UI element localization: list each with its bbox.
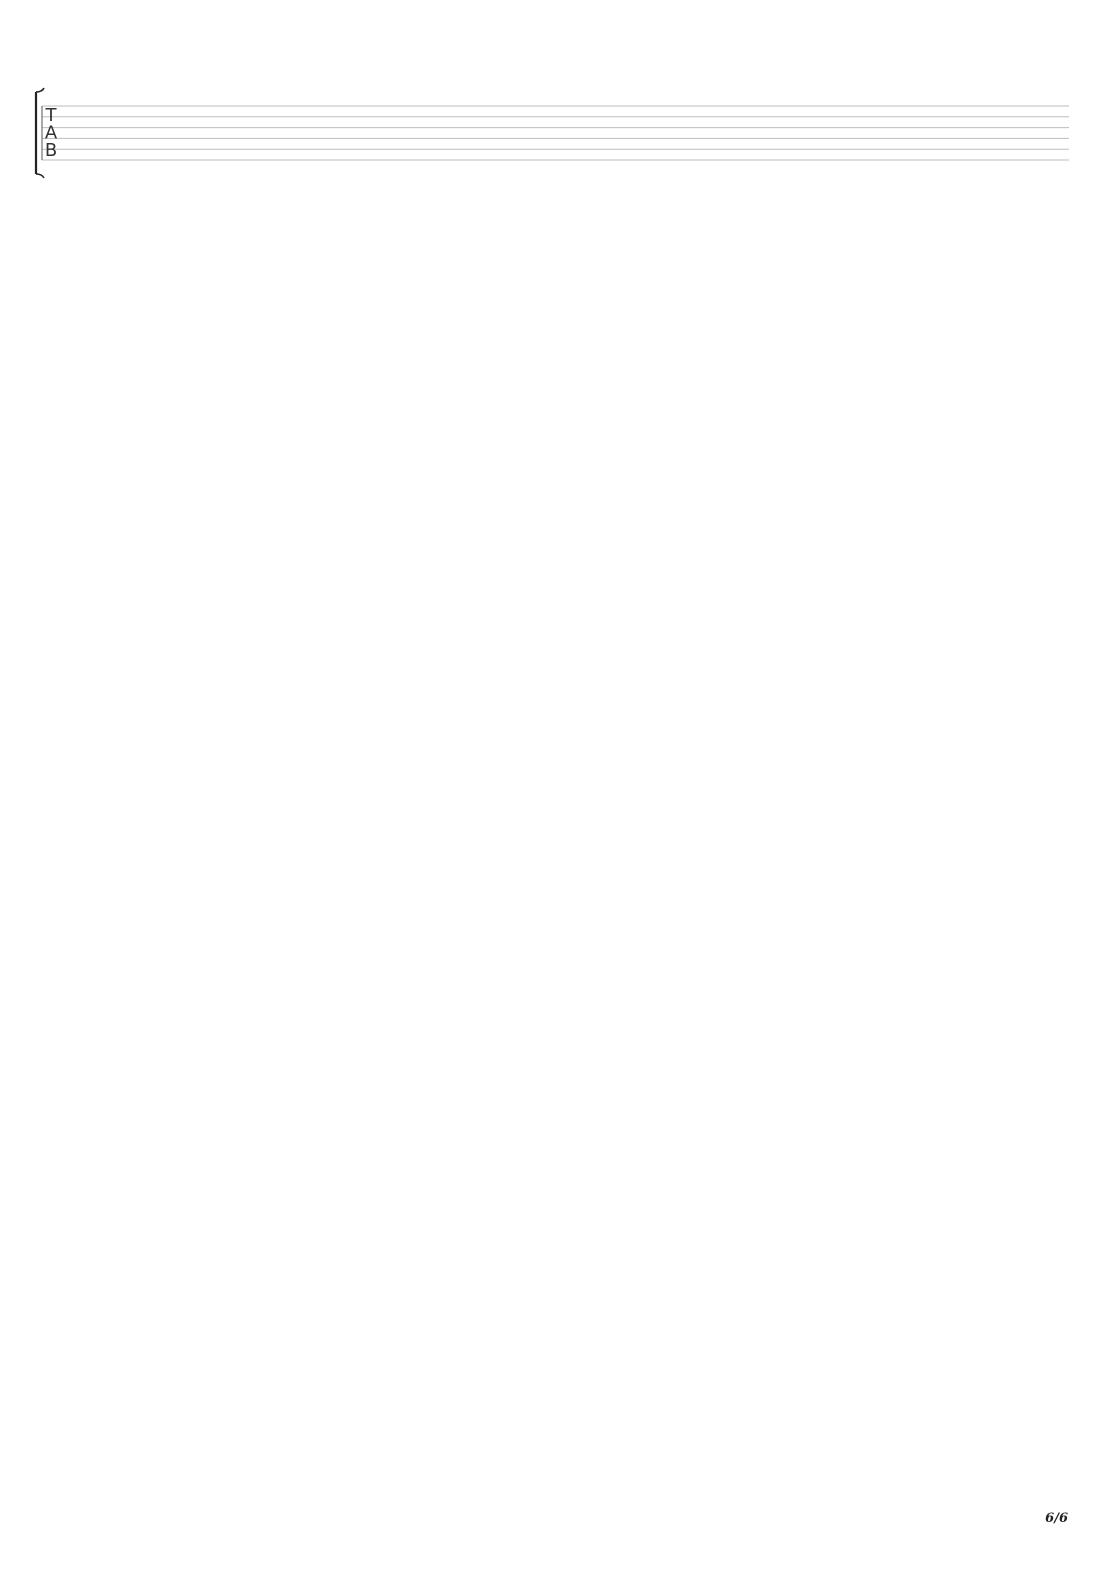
tab-clef-letter: B: [44, 140, 58, 161]
bracket-bottom-hook: [36, 174, 44, 178]
bracket-top-hook: [36, 88, 44, 92]
tab-clef-letter: A: [44, 122, 58, 144]
tab-clef-letter: T: [45, 105, 57, 126]
page-number: 6/6: [1045, 1511, 1068, 1526]
tab-system: [36, 88, 1069, 178]
